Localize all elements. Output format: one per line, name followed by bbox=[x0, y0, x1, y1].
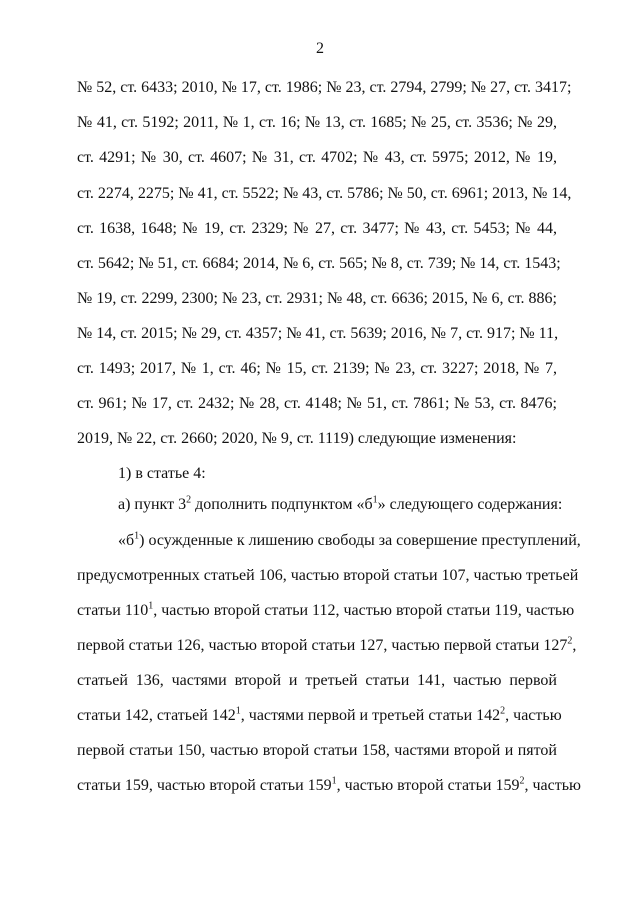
text-line bbox=[77, 635, 577, 656]
text-fragment: статьи 110 bbox=[77, 602, 149, 619]
superscript: 1 bbox=[235, 705, 241, 717]
text-fragment: статьи 159, частью второй статьи 159 bbox=[77, 777, 332, 794]
subitem-a-suffix: » следующего содержания: bbox=[377, 496, 563, 513]
text-line: предусмотренных статьей 106, частью второй статьи 107, частью третьей bbox=[77, 567, 579, 584]
text-line: ст. 1493; 2017, № 1, ст. 46; № 15, ст. 2139; № 23, ст. 3227; 2018, № 7, bbox=[77, 360, 557, 377]
text-line bbox=[77, 775, 581, 796]
text-line: № 52, ст. 6433; 2010, № 17, ст. 1986; № 23, ст. 2794, 2799; № 27, ст. 3417; bbox=[77, 79, 572, 96]
superscript: 2 bbox=[567, 635, 573, 647]
text-line: ст. 4291; № 30, ст. 4607; № 31, ст. 4702; № 43, ст. 5975; 2012, № 19, bbox=[77, 149, 557, 166]
text-fragment: , частями первой и третьей статьи 142 bbox=[240, 707, 501, 724]
text-line: ст. 1638, 1648; № 19, ст. 2329; № 27, ст. 3477; № 43, ст. 5453; № 44, bbox=[77, 220, 557, 237]
text-fragment: , частью bbox=[505, 707, 562, 724]
page-number: 2 bbox=[316, 40, 324, 57]
text-fragment: , частью второй статьи 112, частью второй статьи 119, частью bbox=[153, 602, 575, 619]
text-line: ст. 2274, 2275; № 41, ст. 5522; № 43, ст. 5786; № 50, ст. 6961; 2013, № 14, bbox=[77, 185, 572, 202]
superscript: 2 bbox=[519, 775, 525, 787]
text-line: 2019, № 22, ст. 2660; 2020, № 9, ст. 1119) следующие изменения: bbox=[77, 430, 517, 447]
subitem-a bbox=[118, 495, 562, 515]
text-fragment: , bbox=[572, 637, 577, 654]
superscript: 1 bbox=[331, 775, 337, 787]
text-line: ст. 961; № 17, ст. 2432; № 28, ст. 4148; № 51, ст. 7861; № 53, ст. 8476; bbox=[77, 395, 557, 412]
text-fragment: ) осужденные к лишению свободы за совершение преступлений, bbox=[139, 532, 581, 549]
superscript: 2 bbox=[186, 494, 192, 506]
text-line bbox=[77, 705, 562, 726]
text-line bbox=[77, 600, 575, 621]
superscript: 1 bbox=[134, 530, 140, 542]
text-fragment: первой статьи 126, частью второй статьи 127, частью первой статьи 127 bbox=[77, 637, 568, 654]
text-line: № 19, ст. 2299, 2300; № 23, ст. 2931; № 48, ст. 6636; 2015, № 6, ст. 886; bbox=[77, 290, 557, 307]
superscript: 2 bbox=[500, 705, 506, 717]
superscript: 1 bbox=[372, 494, 378, 506]
text-line: статьей 136, частями второй и третьей статьи 141, частью первой bbox=[77, 672, 557, 689]
text-fragment: , частью bbox=[524, 777, 581, 794]
text-line: № 41, ст. 5192; 2011, № 1, ст. 16; № 13, ст. 1685; № 25, ст. 3536; № 29, bbox=[77, 114, 557, 131]
text-fragment: статьи 142, статьей 142 bbox=[77, 707, 236, 724]
text-line bbox=[118, 530, 581, 551]
superscript: 1 bbox=[148, 600, 154, 612]
text-line: № 14, ст. 2015; № 29, ст. 4357; № 41, ст. 5639; 2016, № 7, ст. 917; № 11, bbox=[77, 325, 559, 342]
text-fragment: , частью второй статьи 159 bbox=[336, 777, 520, 794]
item-1: 1) в статье 4: bbox=[118, 465, 206, 482]
text-line: первой статьи 150, частью второй статьи 158, частями второй и пятой bbox=[77, 742, 557, 759]
text-fragment: «б bbox=[118, 532, 135, 549]
subitem-a-middle: дополнить подпунктом «б bbox=[191, 496, 373, 513]
subitem-a-prefix: а) пункт 3 bbox=[118, 496, 187, 513]
text-line: ст. 5642; № 51, ст. 6684; 2014, № 6, ст. 565; № 8, ст. 739; № 14, ст. 1543; bbox=[77, 255, 561, 272]
